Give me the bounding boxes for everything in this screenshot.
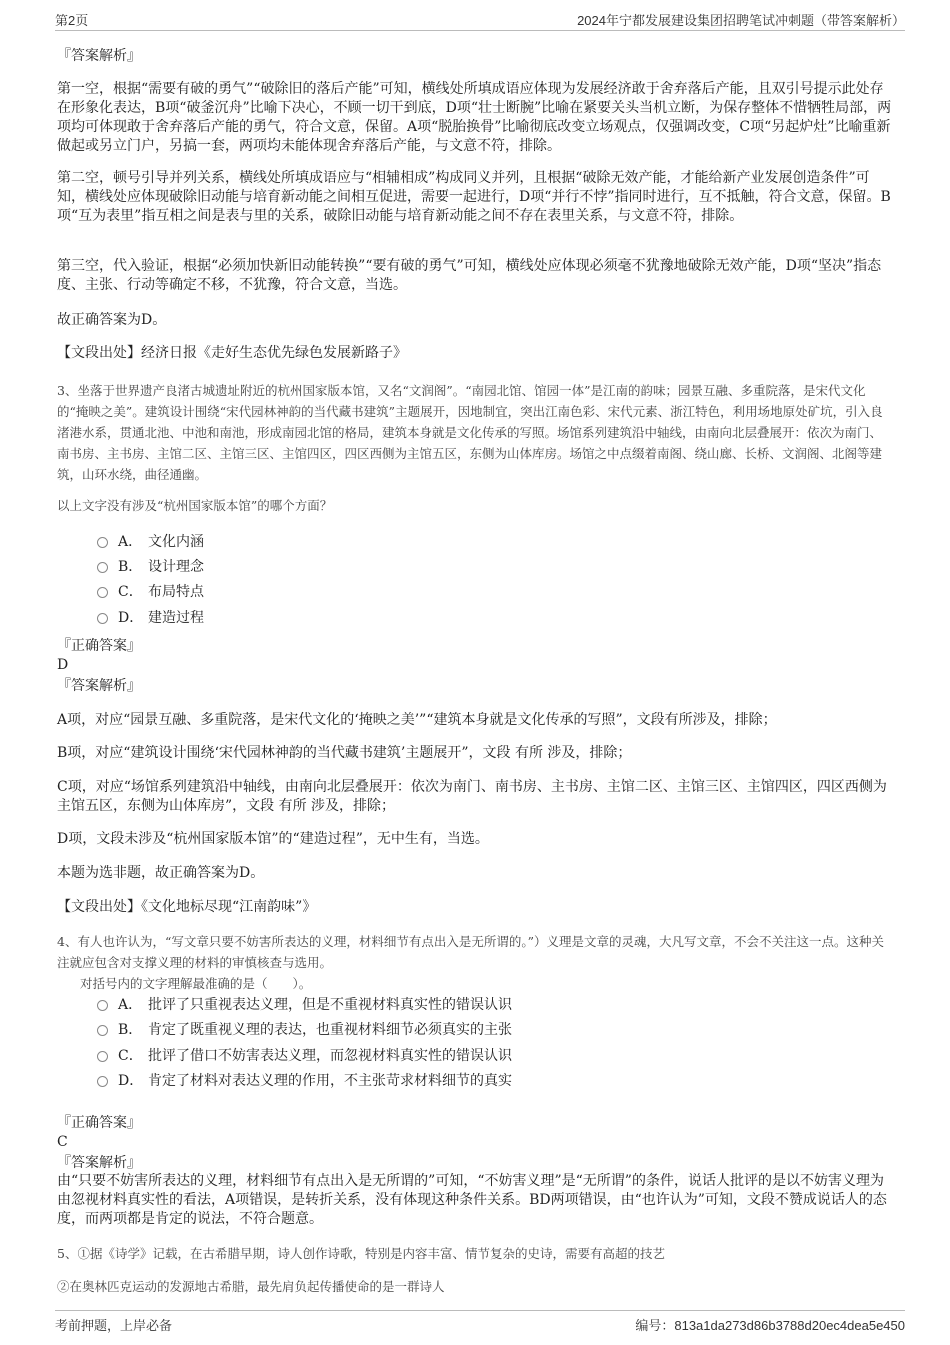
q3-question: 以上文字没有涉及“杭州国家版本馆”的哪个方面？	[57, 498, 333, 513]
radio-icon[interactable]	[97, 1025, 108, 1036]
q3-analysis-b: B项，对应“建筑设计围绕‘宋代园林神韵的当代藏书建筑’主题展开”，文段 有所 涉及，排除；	[57, 745, 632, 761]
q3-option-a[interactable]: A． 文化内涵	[97, 532, 204, 552]
q3-answer-title: 『正确答案』	[57, 638, 141, 654]
q4-answer: C	[57, 1134, 68, 1150]
q4-answer-title: 『正确答案』	[57, 1115, 141, 1131]
q3-analysis-c: C项，对应“场馆系列建筑沿中轴线，由南向北层叠展开：依次为南门、南书房、主书房、主馆二区、主馆三区、主馆四区，四区西侧为主馆五区，东侧为山体库房”，文段 有所 涉及，排除；	[57, 779, 887, 814]
q2-analysis-p1: 第一空，根据“需要有破的勇气”“破除旧的落后产能”可知，横线处所填成语应体现为发展经济敢于舍弃落后产能，且双引号提示此处存在形象化表达，B项“破釜沉舟”比喻下决心，不顾一切干到底，D项“壮士断腕”比喻在紧要关头当机立断，为保存整体不惜牺牲局部，两项均可体现敢于舍弃落后产能的勇气，符合文意，保留。A项“脱胎换骨”比喻彻底改变立场观点，仅强调改变，C项“另起炉灶”比喻重新做起或另立门户，另搞一套，两项均未能体现舍弃落后产能，与文意不符，排除。	[57, 81, 892, 154]
q3-conclusion: 本题为选非题，故正确答案为D。	[57, 865, 265, 881]
q4-option-c[interactable]: C． 批评了借口不妨害表达义理，而忽视材料真实性的错误认识	[97, 1046, 512, 1066]
page-header	[55, 8, 905, 31]
q3-answer: D	[57, 657, 69, 673]
q3-option-b[interactable]: B． 设计理念	[97, 557, 204, 577]
q2-conclusion: 故正确答案为D。	[57, 312, 167, 328]
page-number: 第2页	[55, 13, 89, 28]
q3-source: 【文段出处】《文化地标尽现“江南韵味”》	[57, 899, 317, 915]
q4-analysis-title: 『答案解析』	[57, 1155, 141, 1171]
q4-analysis: 由“只要不妨害所表达的义理，材料细节有点出入是无所谓的”可知，“不妨害义理”是“无所谓”的条件，说话人批评的是以不妨害义理为由忽视材料真实性的看法，A项错误，是转折关系，没有体现这种条件关系。BD两项错误，由“也许认为”可知，文段不赞成说话人的态度，而两项都是肯定的说法，不符合题意。	[57, 1173, 887, 1227]
q3-stem: 3、坐落于世界遗产良渚古城遗址附近的杭州国家版本馆，又名“文润阁”。“南园北馆、馆园一体”是江南的韵味；园景互融、多重院落，是宋代文化的“掩映之美”。建筑设计围绕“宋代园林神韵的当代藏书建筑”主题展开，因地制宜，突出江南色彩、宋代元素、浙江特色，利用场地原处矿坑，引入良渚港水系，贯通北池、中池和南池，形成南园北馆的格局，建筑本身就是文化传承的写照。场馆系列建筑沿中轴线，由南向北层叠展开：依次为南门、南书房、主书房、主馆二区、主馆三区、主馆四区，四区西侧为主馆五区，东侧为山体库房。场馆之中点缀着南阁、绕山廊、长桥、文润阁、北阁等建筑，山环水绕，曲径通幽。	[57, 383, 883, 482]
q4-option-d[interactable]: D． 肯定了材料对表达义理的作用，不主张苛求材料细节的真实	[97, 1071, 512, 1091]
page-footer	[55, 1310, 905, 1333]
footer-slogan: 考前押题，上岸必备	[55, 1318, 173, 1333]
q3-analysis-title: 『答案解析』	[57, 678, 141, 694]
q2-analysis-p2: 第二空，顿号引导并列关系，横线处所填成语应与“相辅相成”构成同义并列，且根据“破除无效产能，才能给新产业发展创造条件”可知，横线处应体现破除旧动能与培育新动能之间相互促进，需要一起进行，D项“并行不悖”指同时进行，互不抵触，符合文意，保留。B项“互为表里”指互相之间是表与里的关系，破除旧动能与培育新动能之间不存在表里关系，与文意不符，排除。	[57, 170, 891, 224]
q3-option-d[interactable]: D． 建造过程	[97, 608, 204, 628]
q3-analysis-d: D项，文段未涉及“杭州国家版本馆”的“建造过程”，无中生有，当选。	[57, 831, 489, 847]
q4-option-b[interactable]: B． 肯定了既重视义理的表达，也重视材料细节必须真实的主张	[97, 1020, 512, 1040]
q4-stem: 4、有人也许认为，“写文章只要不妨害所表达的义理，材料细节有点出入是无所谓的。”）义理是文章的灵魂，大凡写文章，不会不关注这一点。这种关注就应包含对支撑义理的材料的审慎核查与选用。	[57, 934, 884, 970]
radio-icon[interactable]	[97, 1076, 108, 1087]
q4-option-a[interactable]: A． 批评了只重视表达义理，但是不重视材料真实性的错误认识	[97, 995, 512, 1015]
q3-option-c[interactable]: C． 布局特点	[97, 582, 204, 602]
q2-source: 【文段出处】经济日报《走好生态优先绿色发展新路子》	[57, 345, 407, 361]
q2-analysis-title: 『答案解析』	[57, 48, 141, 64]
q5-sentence-1: 5、①据《诗学》记载，在古希腊早期，诗人创作诗歌，特别是内容丰富、情节复杂的史诗，需要有高超的技艺	[57, 1246, 665, 1261]
q4-question: 对括号内的文字理解最准确的是（ ）。	[80, 976, 312, 991]
radio-icon[interactable]	[97, 613, 108, 624]
radio-icon[interactable]	[97, 587, 108, 598]
q5-sentence-2: ②在奥林匹克运动的发源地古希腊，最先肩负起传播使命的是一群诗人	[57, 1279, 445, 1294]
radio-icon[interactable]	[97, 1051, 108, 1062]
radio-icon[interactable]	[97, 562, 108, 573]
q3-analysis-a: A项，对应“园景互融、多重院落，是宋代文化的‘掩映之美’”“建筑本身就是文化传承的写照”，文段有所涉及，排除；	[57, 712, 777, 728]
document-id: 编号：813a1da273d86b3788d20ec4dea5e450	[635, 1318, 905, 1333]
document-title: 2024年宁都发展建设集团招聘笔试冲刺题（带答案解析）	[577, 13, 905, 28]
radio-icon[interactable]	[97, 537, 108, 548]
q2-analysis-p3: 第三空，代入验证，根据“必须加快新旧动能转换”“要有破的勇气”可知，横线处应体现必须毫不犹豫地破除无效产能，D项“坚决”指态度、主张、行动等确定不移，不犹豫，符合文意，当选。	[57, 258, 882, 293]
radio-icon[interactable]	[97, 1000, 108, 1011]
